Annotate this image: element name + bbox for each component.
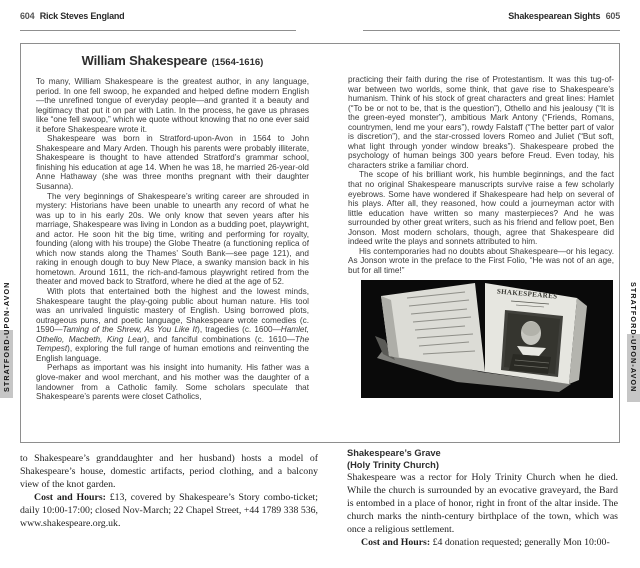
running-head-left: [20, 11, 296, 31]
left-body-paragraph: to Shakespeare’s granddaughter and her husband) hosts a model of Shakespeare’s house, domestic artifacts, period clothing, and a balcony view of the knot garden.: [20, 453, 318, 490]
page-number-right: 605: [605, 11, 620, 21]
cost-text: £13, covered by Shakespeare’s Story combo-ticket; daily 10:00-17:00; closed Nov-March; 22 Chapel Street, +44 1789 338 536, www.shakespeare.org.uk.: [20, 492, 318, 529]
sidebar-title-years: (1564-1616): [211, 57, 264, 68]
left-tab-label: STRATFORD-UPON-AVON: [2, 281, 11, 393]
sidebar-paragraph: His contemporaries had no doubts about Shakespeare—or his legacy. As Jonson wrote in the preface to the First Folio, “He was not of an age, but for all time!”: [348, 246, 614, 275]
running-head-right-title: Shakespearean Sights: [508, 11, 601, 21]
running-head-right: [363, 11, 620, 31]
shakespeare-portrait: [501, 310, 563, 377]
section-heading-line2: (Holy Trinity Church): [347, 459, 439, 470]
left-cost-and-hours: [20, 491, 318, 530]
sidebar-column-right: [348, 44, 614, 442]
sidebar-title-name: William Shakespeare: [81, 53, 208, 68]
photo-book-title-text: SHAKESPEARES: [496, 287, 558, 302]
sidebar-left-paragraphs: [36, 77, 309, 402]
right-body-paragraph: Shakespeare was a rector for Holy Trinity Church when he died. While the church is surrounded by an evocative graveyard, the Bard is entombed in a place of honor, right in front of the altar inside. The church marks the ninth-century birthplace of the town, which was once a religious settlement.: [347, 472, 618, 535]
sidebar-paragraph: practicing their faith during the rise of Protestantism. It was this tug-of-war between two worlds, some think, that gave rise to Shakespeare’s humanism. Think of his stock of great characters and great lines: Hamlet (“To be or not to be, that is the question”), Othello and his jealousy (“It is the green-eyed monster”), ambitious Mark Antony (“Friends, Romans, countrymen, lend me your ears”), rowdy Falstaff (“The better part of valor is discretion”), and the star-crossed lovers Romeo and Juliet (“But soft, what light through yonder window breaks”). Shakespeare probed the psychology of human beings 300 years before Freud. Even today, his characters strike a familiar chord.: [348, 75, 614, 170]
sidebar-paragraph: The scope of his brilliant work, his humble beginnings, and the fact that no original Shakespeare manuscripts survive raise a few scholarly eyebrows. Some have wondered if Shakespeare had help on several of his plays. After all, they reasoned, how could a journeyman actor with little education have written so many masterpieces? And he was surrounded by other great writers, such as his friend and fellow poet, Ben Jonson. Most modern scholars, though, agree that Shakespeare did indeed write the plays and sonnets attributed to him.: [348, 170, 614, 247]
sidebar-paragraph: With plots that entertained both the highest and the lowest minds, Shakespeare taught the play-going public about human nature. His tool was an unrivaled linguistic mastery of English. Using borrowed plots, outrageous puns, and poetic language, Shakespeare wrote comedies (c. 1590—Taming of the Shrew, As You Like It), tragedies (c. 1600—Hamlet, Othello, Macbeth, King Lear), and fanciful combinations (c. 1610—The Tempest), exploring the full range of human emotions and reinventing the English language.: [36, 287, 309, 363]
sidebar-paragraph: The very beginnings of Shakespeare’s writing career are shrouded in mystery: Historians have been unable to unearth any record of what he was up to in his early 20s. We only know that seven years after his marriage, Shakespeare was living in London as a budding poet, playwright, and actor. He soon hit the big time, writing and performing for royalty, founding (along with his troupe) the Globe Theatre (a functioning replica of which now stands along the Thames’ South Bank—see page 121), and raking in enough dough to buy New Place, a swanky mansion back in his hometown. Around 1611, the rich-and-famous playwright retired from the theater and moved back to Stratford, where he died at the age of 52.: [36, 191, 309, 287]
sidebar-right-paragraphs: [348, 75, 614, 275]
cost-text: £4 donation requested; generally Mon 10:00-: [430, 537, 610, 548]
section-heading-line1: Shakespeare’s Grave: [347, 448, 441, 458]
sidebar-title: [36, 52, 309, 70]
cost-label: Cost and Hours:: [34, 492, 106, 503]
sidebar-paragraph: Perhaps as important was his insight into humanity. His father was a glove-maker and wool merchant, and his mother was the daughter of a landowner from a Catholic family. Some scholars speculate that Shakespeare’s parents were closet Catholics,: [36, 363, 309, 402]
right-cost-and-hours: [347, 536, 618, 549]
page-number-left: 604: [20, 11, 35, 21]
cost-label: Cost and Hours:: [361, 537, 431, 548]
sidebar-paragraph: To many, William Shakespeare is the greatest author, in any language, period. In one fell swoop, he expanded and helped define modern English—the unrefined tongue of everyday people—and granted it a beauty and legitimacy that put it on par with Latin. In the process, he gave us phrases like “one fell swoop,” which we quote without knowing that no one ever said it before Shakespeare wrote it.: [36, 77, 309, 134]
first-folio-photo: [361, 280, 613, 398]
right-page-body: [347, 448, 618, 549]
shakespeare-sidebar-box: [20, 43, 620, 443]
left-page-body: [20, 452, 318, 530]
sidebar-paragraph: Shakespeare was born in Stratford-upon-Avon in 1564 to John Shakespeare and Mary Arden. Though his parents were probably illiterate, Shakespeare is thought to have attended Stratford’s grammar school, finishing his education at age 14. When he was 18, he married 26-year-old Anne Hathaway (she was three months pregnant with their daughter Susanna).: [36, 134, 309, 192]
running-head-left-title: Rick Steves England: [39, 11, 125, 21]
right-tab-label: STRATFORD-UPON-AVON: [629, 281, 638, 393]
sidebar-column-left: [36, 44, 309, 442]
